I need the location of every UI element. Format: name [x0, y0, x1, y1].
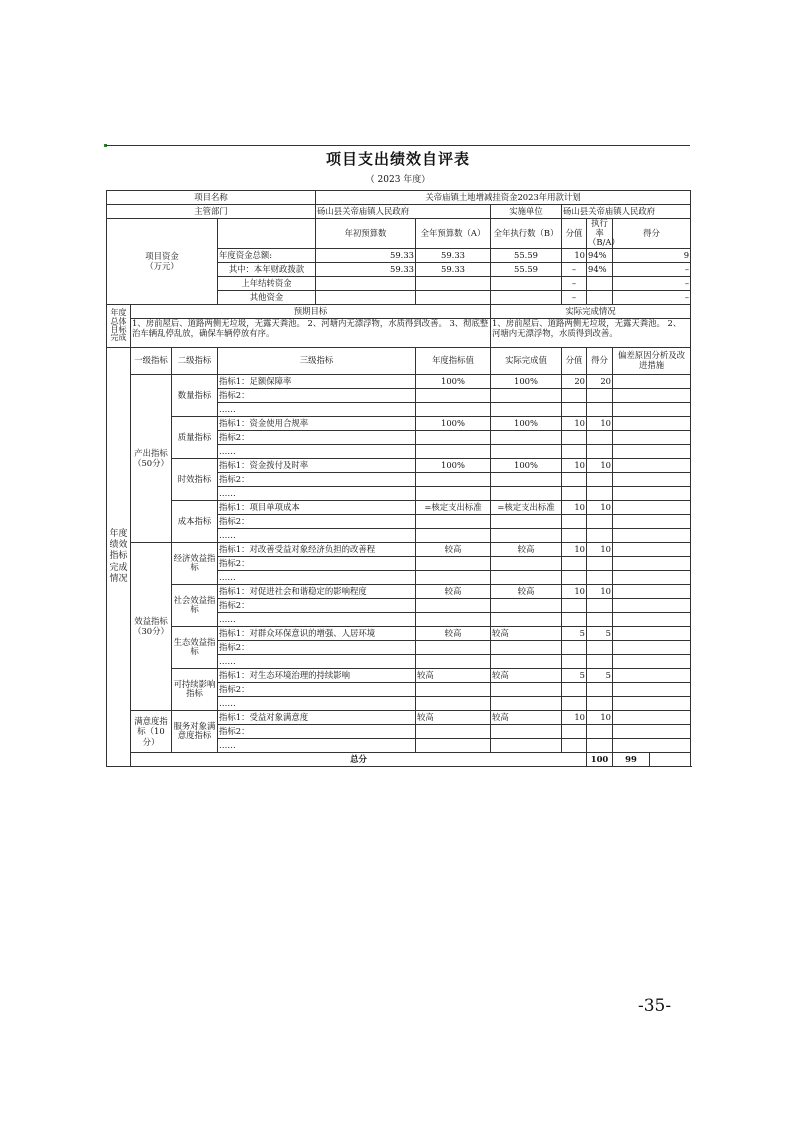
sustainable-indicator: 可持续影响指标: [172, 668, 218, 710]
sustainable-i1: 指标1：对生态环境治理的持续影响: [218, 668, 416, 682]
fund-other-rate: [587, 290, 613, 304]
sustainable-i1-score: 5: [587, 668, 613, 682]
quantity-i1-actual: 100%: [491, 374, 562, 388]
impl-value: 砀山县关帝庙镇人民政府: [562, 205, 691, 219]
quantity-i1-value: 20: [562, 374, 587, 388]
quantity-i1-score: 20: [587, 374, 613, 388]
project-name: 关帝庙镇土地增减挂资金2023年用款计划: [316, 191, 691, 205]
quantity-i1-reason: [613, 374, 691, 388]
funds-label: [107, 219, 218, 305]
empty-cell: [491, 724, 562, 738]
col-target: 年度指标值: [416, 347, 491, 374]
satisfaction-i1-value: 10: [562, 710, 587, 724]
satisfaction-i1: 指标1：受益对象满意度: [218, 710, 416, 724]
empty-cell: [562, 612, 587, 626]
fund-fiscal-value: –: [562, 262, 587, 276]
col-initial-budget: 年初预算数: [316, 219, 416, 249]
empty-cell: [587, 514, 613, 528]
actual-goal-text: 1、房前屋后、道路两侧无垃圾，无露天粪池。 2、河塘内无漂浮物，水质得到改善。: [491, 318, 691, 347]
empty-cell: [416, 472, 491, 486]
empty-cell: [491, 486, 562, 500]
satisfaction-i2: 指标2：: [218, 724, 416, 738]
quality-i1-actual: 100%: [491, 416, 562, 430]
social-i1: 指标1：对促进社会和谐稳定的影响程度: [218, 584, 416, 598]
empty-cell: [562, 654, 587, 668]
satisfaction-indicator: 服务对象满意度指标: [172, 710, 218, 752]
social-i1-value: 10: [562, 584, 587, 598]
empty-cell: [416, 514, 491, 528]
empty-cell: [613, 640, 691, 654]
col-value: 分值: [562, 347, 587, 374]
empty-cell: [416, 640, 491, 654]
col-level2: 二级指标: [172, 347, 218, 374]
satisfaction-i1-target: 较高: [416, 710, 491, 724]
actual-goal-header: 实际完成情况: [491, 304, 691, 318]
satisfaction-indicators-label: 满意度指标（10分）: [131, 710, 172, 752]
fund-fiscal-exec: 55.59: [491, 262, 562, 276]
empty-cell: [613, 430, 691, 444]
empty-cell: [587, 388, 613, 402]
empty-cell: [562, 570, 587, 584]
page-title: 项目支出绩效自评表: [325, 150, 470, 168]
top-border: [106, 145, 690, 146]
fund-other-exec: [491, 290, 562, 304]
fund-total-full: 59.33: [416, 248, 491, 262]
output-indicators-label: 产出指标（50分）: [131, 374, 172, 542]
fund-fiscal-full: 59.33: [416, 262, 491, 276]
economic-i1-value: 10: [562, 542, 587, 556]
empty-cell: [562, 430, 587, 444]
fund-fiscal-rate: 94%: [587, 262, 613, 276]
empty-cell: [587, 486, 613, 500]
empty-cell: [491, 388, 562, 402]
col-actual: 实际完成值: [491, 347, 562, 374]
empty-cell: [562, 444, 587, 458]
empty-cell: [562, 738, 587, 752]
fund-carry-rate: [587, 276, 613, 290]
ecological-i1-value: 5: [562, 626, 587, 640]
fund-carry-score: –: [613, 276, 691, 290]
timeliness-i3: ……: [218, 486, 416, 500]
satisfaction-i1-actual: 较高: [491, 710, 562, 724]
fund-row-fiscal: 其中：本年财政拨款: [218, 262, 316, 276]
timeliness-i2: 指标2：: [218, 472, 416, 486]
empty-cell: [491, 444, 562, 458]
empty-cell: [416, 556, 491, 570]
col-score-ind: 得分: [587, 347, 613, 374]
cost-i1-actual: =核定支出标准: [491, 500, 562, 514]
empty-cell: [416, 570, 491, 584]
empty-cell: [613, 444, 691, 458]
fund-row-total: 年度资金总额:: [218, 248, 316, 262]
sustainable-i1-actual: 较高: [491, 668, 562, 682]
fund-other-full: [416, 290, 491, 304]
quality-i1-target: 100%: [416, 416, 491, 430]
ecological-i1: 指标1：对群众环保意识的增强、人居环境: [218, 626, 416, 640]
timeliness-i1: 指标1：资金拨付及时率: [218, 458, 416, 472]
empty-cell: [562, 598, 587, 612]
cost-i3: ……: [218, 528, 416, 542]
fund-carry-initial: [316, 276, 416, 290]
col-level1: 一级指标: [131, 347, 172, 374]
empty-cell: [416, 528, 491, 542]
economic-i1: 指标1：对改善受益对象经济负担的改善程: [218, 542, 416, 556]
quality-i1: 指标1：资金使用合规率: [218, 416, 416, 430]
empty-cell: [416, 598, 491, 612]
indicators-side-label: 年度绩效指标完成情况: [107, 347, 131, 766]
empty-cell: [491, 402, 562, 416]
sustainable-i2: 指标2：: [218, 682, 416, 696]
empty-cell: [613, 696, 691, 710]
empty-cell: [587, 654, 613, 668]
empty-cell: [587, 696, 613, 710]
empty-cell: [562, 696, 587, 710]
empty-cell: [587, 528, 613, 542]
ecological-indicator: 生态效益指标: [172, 626, 218, 668]
empty-cell: [416, 430, 491, 444]
economic-i1-target: 较高: [416, 542, 491, 556]
ecological-i1-actual: 较高: [491, 626, 562, 640]
empty-cell: [416, 682, 491, 696]
cost-i1-target: =核定支出标准: [416, 500, 491, 514]
social-indicator: 社会效益指标: [172, 584, 218, 626]
empty-cell: [587, 472, 613, 486]
fund-fiscal-score: –: [613, 262, 691, 276]
quantity-i3: ……: [218, 402, 416, 416]
empty-cell: [416, 738, 491, 752]
project-name-label: 项目名称: [107, 191, 316, 205]
empty-cell: [613, 388, 691, 402]
empty-cell: [587, 444, 613, 458]
fund-total-initial: 59.33: [316, 248, 416, 262]
cost-i1-reason: [613, 500, 691, 514]
fund-total-rate: 94%: [587, 248, 613, 262]
total-reason: [650, 752, 691, 766]
dept-value: 砀山县关帝庙镇人民政府: [316, 205, 491, 219]
empty-cell: [562, 388, 587, 402]
sustainable-i3: ……: [218, 696, 416, 710]
sustainable-i1-reason: [613, 668, 691, 682]
fund-row-other: 其他资金: [218, 290, 316, 304]
social-i1-score: 10: [587, 584, 613, 598]
col-reason: 偏差原因分析及改进措施: [613, 347, 691, 374]
fund-total-score: 9: [613, 248, 691, 262]
empty-cell: [491, 640, 562, 654]
dept-label: 主管部门: [107, 205, 316, 219]
economic-i1-actual: 较高: [491, 542, 562, 556]
empty-cell: [491, 654, 562, 668]
empty-cell: [613, 682, 691, 696]
empty-cell: [587, 682, 613, 696]
satisfaction-i1-score: 10: [587, 710, 613, 724]
ecological-i1-reason: [613, 626, 691, 640]
ecological-i1-target: 较高: [416, 626, 491, 640]
empty-cell: [416, 654, 491, 668]
fund-row-carryover: 上年结转资金: [218, 276, 316, 290]
empty-cell: [613, 514, 691, 528]
expected-goal-text: 1、房前屋后、道路两侧无垃圾，无露天粪池。 2、河塘内无漂浮物，水质得到改善。 3、彻底整治车辆乱停乱放，确保车辆停放有序。: [131, 318, 491, 347]
empty-cell: [416, 444, 491, 458]
empty-cell: [491, 472, 562, 486]
quantity-i2: 指标2：: [218, 388, 416, 402]
empty-cell: [587, 570, 613, 584]
empty-cell: [587, 598, 613, 612]
empty-cell: [562, 514, 587, 528]
empty-cell: [613, 556, 691, 570]
economic-indicator: 经济效益指标: [172, 542, 218, 584]
satisfaction-i3: ……: [218, 738, 416, 752]
empty-cell: [491, 514, 562, 528]
empty-cell: [613, 486, 691, 500]
empty-cell: [416, 402, 491, 416]
empty-cell: [587, 556, 613, 570]
empty-cell: [416, 696, 491, 710]
cost-indicator: 成本指标: [172, 500, 218, 542]
empty-cell: [491, 598, 562, 612]
fund-other-value: –: [562, 290, 587, 304]
timeliness-indicator: 时效指标: [172, 458, 218, 500]
ecological-i1-score: 5: [587, 626, 613, 640]
fund-carry-full: [416, 276, 491, 290]
timeliness-i1-score: 10: [587, 458, 613, 472]
empty-cell: [587, 430, 613, 444]
empty-cell: [416, 724, 491, 738]
total-value: 100: [587, 752, 613, 766]
fund-total-exec: 55.59: [491, 248, 562, 262]
empty-cell: [613, 570, 691, 584]
cost-i1-value: 10: [562, 500, 587, 514]
col-score: 得分: [613, 219, 691, 249]
col-score-value: 分值: [562, 219, 587, 249]
empty-cell: [491, 738, 562, 752]
timeliness-i1-value: 10: [562, 458, 587, 472]
social-i3: ……: [218, 612, 416, 626]
empty-cell: [562, 472, 587, 486]
empty-cell: [613, 654, 691, 668]
col-full-budget: 全年预算数（A）: [416, 219, 491, 249]
empty-cell: [491, 696, 562, 710]
sustainable-i1-target: 较高: [416, 668, 491, 682]
funds-label-text: 项目资金 （万元）: [145, 250, 179, 272]
fund-total-value: 10: [562, 248, 587, 262]
col-exec-rate: 执行率（B/A）: [588, 218, 620, 248]
funds-blank-header: [218, 219, 316, 249]
empty-cell: [562, 682, 587, 696]
timeliness-i1-target: 100%: [416, 458, 491, 472]
economic-i3: ……: [218, 570, 416, 584]
social-i2: 指标2：: [218, 598, 416, 612]
col-level3: 三级指标: [218, 347, 416, 374]
satisfaction-i1-reason: [613, 710, 691, 724]
social-i1-reason: [613, 584, 691, 598]
col-executed: 全年执行数（B）: [491, 219, 562, 249]
quality-i3: ……: [218, 444, 416, 458]
economic-i1-score: 10: [587, 542, 613, 556]
empty-cell: [613, 402, 691, 416]
impl-label: 实施单位: [491, 205, 562, 219]
empty-cell: [562, 724, 587, 738]
fund-carry-value: –: [562, 276, 587, 290]
empty-cell: [491, 682, 562, 696]
quantity-indicator: 数量指标: [172, 374, 218, 416]
quantity-i1-target: 100%: [416, 374, 491, 388]
benefit-indicators-label: 效益指标（30分）: [131, 542, 172, 710]
fund-fiscal-initial: 59.33: [316, 262, 416, 276]
empty-cell: [491, 612, 562, 626]
empty-cell: [491, 528, 562, 542]
page-number: -35-: [638, 996, 672, 1016]
empty-cell: [562, 402, 587, 416]
empty-cell: [587, 402, 613, 416]
empty-cell: [562, 640, 587, 654]
quantity-i1: 指标1：足额保障率: [218, 374, 416, 388]
quality-indicator: 质量指标: [172, 416, 218, 458]
ecological-i3: ……: [218, 654, 416, 668]
self-evaluation-table: [106, 190, 691, 767]
year-label: （ 2023 年度）: [365, 175, 431, 185]
fund-other-score: –: [613, 290, 691, 304]
social-i1-actual: 较高: [491, 584, 562, 598]
expected-goal-header: 预期目标: [131, 304, 491, 318]
quality-i1-value: 10: [562, 416, 587, 430]
empty-cell: [587, 724, 613, 738]
empty-cell: [416, 612, 491, 626]
empty-cell: [613, 738, 691, 752]
quality-i1-score: 10: [587, 416, 613, 430]
empty-cell: [587, 640, 613, 654]
empty-cell: [562, 556, 587, 570]
sustainable-i1-value: 5: [562, 668, 587, 682]
cost-i1-score: 10: [587, 500, 613, 514]
social-i1-target: 较高: [416, 584, 491, 598]
timeliness-i1-reason: [613, 458, 691, 472]
empty-cell: [491, 430, 562, 444]
fund-carry-exec: [491, 276, 562, 290]
empty-cell: [613, 598, 691, 612]
cost-i2: 指标2：: [218, 514, 416, 528]
empty-cell: [562, 486, 587, 500]
empty-cell: [491, 570, 562, 584]
goals-label: 年度总体目标完成: [107, 304, 131, 347]
ecological-i2: 指标2：: [218, 640, 416, 654]
economic-i1-reason: [613, 542, 691, 556]
cost-i1: 指标1：项目单项成本: [218, 500, 416, 514]
total-label: 总分: [131, 752, 587, 766]
quality-i2: 指标2：: [218, 430, 416, 444]
total-score: 99: [613, 752, 650, 766]
empty-cell: [491, 556, 562, 570]
empty-cell: [562, 528, 587, 542]
empty-cell: [587, 612, 613, 626]
empty-cell: [587, 738, 613, 752]
fund-other-initial: [316, 290, 416, 304]
empty-cell: [613, 472, 691, 486]
empty-cell: [613, 528, 691, 542]
empty-cell: [416, 486, 491, 500]
economic-i2: 指标2：: [218, 556, 416, 570]
empty-cell: [613, 724, 691, 738]
empty-cell: [416, 388, 491, 402]
quality-i1-reason: [613, 416, 691, 430]
timeliness-i1-actual: 100%: [491, 458, 562, 472]
empty-cell: [613, 612, 691, 626]
